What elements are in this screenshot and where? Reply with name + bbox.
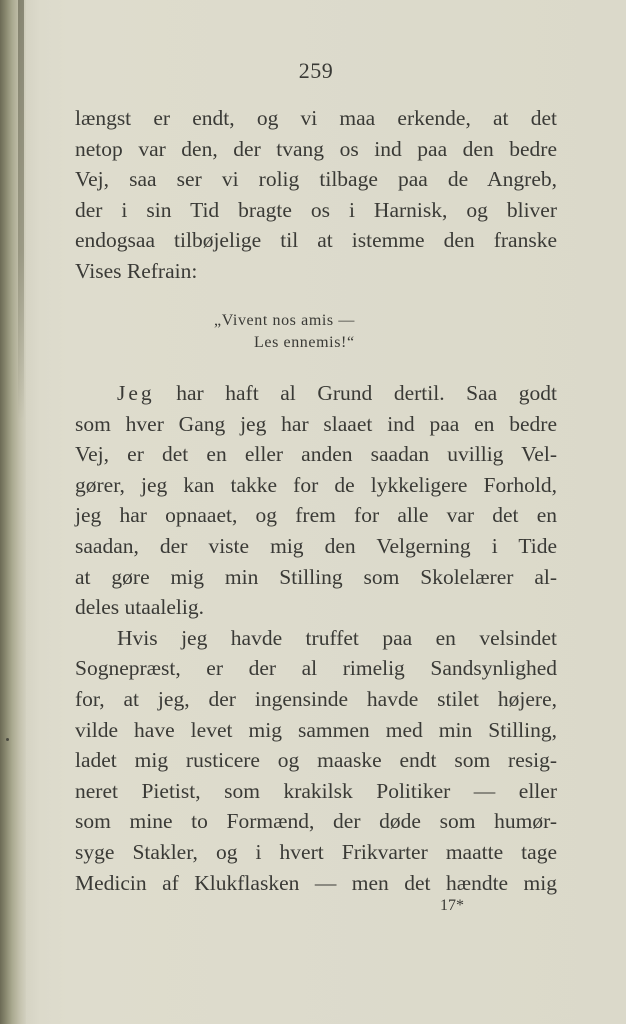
text-line: som mine to Formænd, der døde som humør- xyxy=(75,809,557,834)
text-line: netop var den, der tvang os ind paa den bedre xyxy=(75,136,557,161)
paragraph-1 xyxy=(75,103,557,287)
text-line: jeg har opnaaet, og frem for alle var det en xyxy=(75,503,557,528)
paragraph-2 xyxy=(75,378,557,898)
text-line: Vises Refrain: xyxy=(75,258,198,283)
text-line: saadan, der viste mig den Velgerning i Tide xyxy=(75,533,557,558)
paper-speck xyxy=(6,738,9,741)
text-line: vilde have levet mig sammen med min Stilling, xyxy=(75,717,557,742)
text-line: for, at jeg, der ingensinde havde stilet højere, xyxy=(75,686,557,711)
text-fragment: har haft al Grund dertil. Saa godt xyxy=(176,381,557,405)
text-line: ladet mig rusticere og maaske endt som resig- xyxy=(75,748,557,773)
text-line: som hver Gang jeg har slaaet ind paa en bedre xyxy=(75,411,557,436)
text-line: længst er endt, og vi maa erkende, at det xyxy=(75,106,557,130)
text-line: Medicin af Klukflasken — men det hændte mig xyxy=(75,870,557,895)
text-line xyxy=(75,378,557,409)
quote-line-2: Les ennemis!“ xyxy=(254,334,355,351)
text-line: deles utaalelig. xyxy=(75,595,204,620)
text-line: at gøre mig min Stilling som Skolelærer al- xyxy=(75,564,557,589)
text-line: gører, jeg kan takke for de lykkeligere Forhold, xyxy=(75,472,557,497)
emphasized-word: Jeg xyxy=(117,381,155,405)
text-line: Sognepræst, er der al rimelig Sandsynlighed xyxy=(75,656,557,681)
text-line: Vej, er det en eller anden saadan uvillig Vel- xyxy=(75,442,557,467)
text-line: Vej, saa ser vi rolig tilbage paa de Angreb, xyxy=(75,167,557,192)
quote-line-1: „Vivent nos amis — xyxy=(214,312,355,329)
text-line: endogsaa tilbøjelige til at istemme den franske xyxy=(75,228,557,253)
text-line: syge Stakler, og i hvert Frikvarter maatte tage xyxy=(75,839,557,864)
text-line: Hvis jeg havde truffet paa en velsindet xyxy=(117,625,557,650)
page-number: 259 xyxy=(298,58,334,83)
verse-quote xyxy=(214,310,355,354)
signature-mark: 17* xyxy=(440,897,464,914)
text-line: neret Pietist, som krakilsk Politiker — eller xyxy=(75,778,557,803)
text-line: der i sin Tid bragte os i Harnisk, og bliver xyxy=(75,197,557,222)
